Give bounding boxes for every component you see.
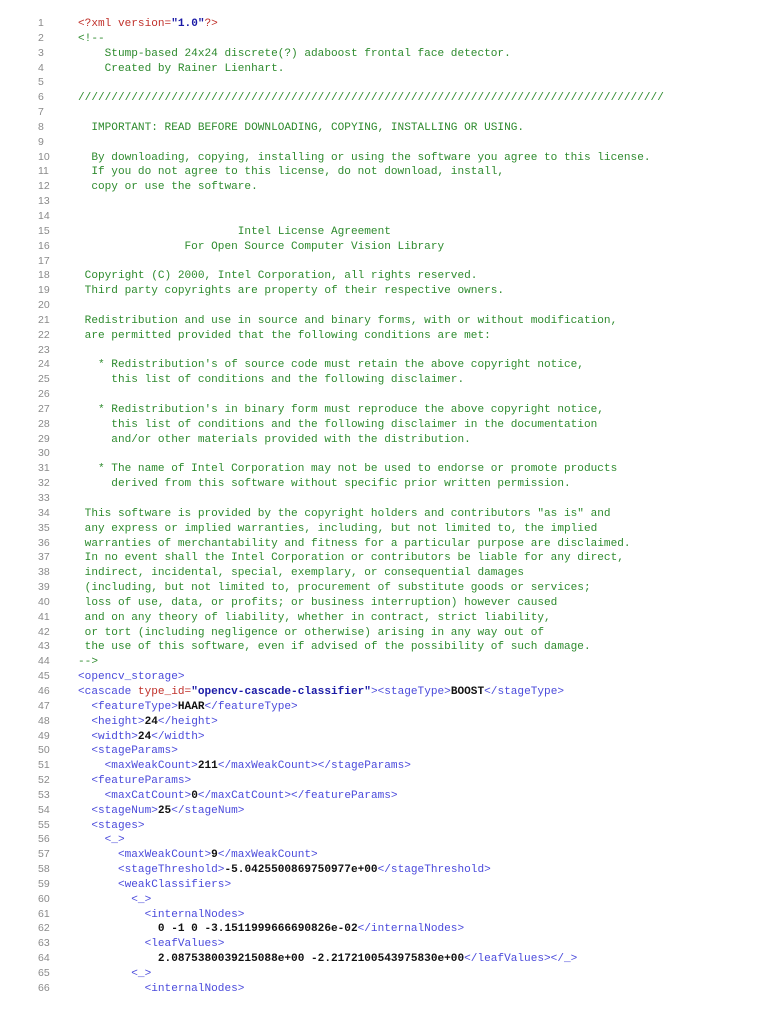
- line-text: [55, 151, 651, 166]
- line-number: 33: [38, 492, 50, 504]
- comment-text: this list of conditions and the following disclaimer in the documentation: [78, 418, 598, 431]
- line-number: 16: [38, 239, 50, 252]
- line-text: [55, 952, 577, 967]
- line-text: [55, 596, 557, 611]
- line-text: [55, 789, 398, 804]
- line-text: [55, 863, 491, 878]
- comment-text: Third party copyrights are property of their respective owners.: [78, 285, 505, 298]
- line-number: 17: [38, 254, 50, 267]
- comment-text: are permitted provided that the following conditions are met:: [78, 329, 491, 342]
- line-text: [55, 730, 205, 745]
- xml-tag: <internalNodes>: [78, 908, 245, 921]
- xml-tag: </stageThreshold>: [377, 864, 491, 877]
- code-line: [0, 372, 768, 387]
- code-line: [0, 536, 768, 551]
- attribute-value: "opencv-cascade-classifier": [191, 685, 371, 698]
- line-number: 38: [38, 566, 50, 579]
- code-line: [0, 135, 768, 150]
- comment-text: derived from this software without specific prior written permission.: [78, 478, 571, 491]
- line-number: 47: [38, 699, 50, 712]
- xml-tag: </stageType>: [484, 685, 565, 698]
- code-line: [0, 298, 768, 313]
- line-number: 43: [38, 640, 50, 653]
- line-number: 66: [38, 981, 50, 994]
- line-number: 59: [38, 877, 50, 890]
- xml-tag: <featureType>: [78, 700, 178, 713]
- line-text: [55, 62, 284, 77]
- code-area[interactable]: [0, 16, 768, 996]
- line-text: [55, 314, 617, 329]
- code-line: [0, 164, 768, 179]
- code-line: [0, 654, 768, 669]
- line-text: [55, 47, 511, 62]
- line-text: [55, 269, 477, 284]
- line-text: [55, 522, 597, 537]
- line-number: 40: [38, 595, 50, 608]
- line-number: 30: [38, 447, 50, 460]
- line-text: [55, 121, 524, 136]
- line-number: 3: [38, 46, 44, 59]
- xml-tag: <opencv_storage>: [78, 671, 185, 684]
- element-value: 25: [157, 804, 172, 817]
- code-line: [0, 966, 768, 981]
- line-text: [55, 91, 664, 106]
- line-text: [55, 937, 224, 952]
- element-value: 211: [197, 760, 218, 773]
- line-text: [55, 566, 524, 581]
- code-line: [0, 610, 768, 625]
- code-line: [0, 446, 768, 461]
- line-text: [55, 804, 244, 819]
- code-line: [0, 105, 768, 120]
- code-line: [0, 150, 768, 165]
- line-text: [55, 581, 591, 596]
- line-number: 29: [38, 432, 50, 445]
- code-line: [0, 595, 768, 610]
- code-line: [0, 194, 768, 209]
- code-line: [0, 921, 768, 936]
- comment-text: Intel License Agreement: [78, 225, 391, 238]
- comment-text: -->: [78, 656, 98, 669]
- xml-tag: <height>: [78, 715, 145, 728]
- code-line: [0, 936, 768, 951]
- code-line: [0, 31, 768, 46]
- line-number: 9: [38, 135, 44, 148]
- line-text: [55, 922, 464, 937]
- attribute-name: type_id=: [137, 685, 192, 698]
- xml-tag: <stageNum>: [78, 804, 158, 817]
- comment-text: * The name of Intel Corporation may not be used to endorse or promote products: [78, 463, 618, 476]
- line-text: [55, 759, 411, 774]
- line-text: [55, 17, 218, 32]
- line-text: [55, 611, 551, 626]
- line-number: 28: [38, 417, 50, 430]
- code-line: [0, 239, 768, 254]
- code-line: [0, 491, 768, 506]
- line-number: 23: [38, 343, 50, 356]
- line-text: [55, 640, 591, 655]
- code-line: [0, 476, 768, 491]
- line-number: 39: [38, 581, 50, 594]
- line-text: [55, 358, 584, 373]
- line-number: 54: [38, 803, 50, 816]
- xml-tag: </maxWeakCount>: [217, 849, 318, 862]
- code-line: [0, 699, 768, 714]
- line-text: [55, 477, 571, 492]
- line-number: 31: [38, 462, 50, 475]
- code-line: [0, 343, 768, 358]
- code-line: [0, 847, 768, 862]
- code-line: [0, 669, 768, 684]
- line-number: 18: [38, 269, 50, 282]
- line-number: 26: [38, 388, 50, 401]
- code-line: [0, 432, 768, 447]
- line-text: [55, 878, 231, 893]
- xml-tag: </width>: [151, 730, 205, 743]
- line-number: 32: [38, 477, 50, 490]
- line-number: 25: [38, 373, 50, 386]
- line-number: 63: [38, 937, 50, 950]
- xml-tag: <maxWeakCount>: [78, 849, 212, 862]
- element-value: BOOST: [450, 685, 485, 698]
- code-line: [0, 788, 768, 803]
- comment-text: this list of conditions and the following disclaimer.: [78, 374, 465, 387]
- element-value: 2.0875380039215088e+00 -2.2172100543975830e+00: [78, 953, 465, 966]
- code-line: [0, 803, 768, 818]
- line-number: 57: [38, 848, 50, 861]
- code-line: [0, 254, 768, 269]
- comment-text: and on any theory of liability, whether in contract, strict liability,: [78, 611, 551, 624]
- line-text: [55, 833, 125, 848]
- xml-tag: <_>: [78, 968, 152, 980]
- code-line: [0, 283, 768, 298]
- line-text: [55, 329, 491, 344]
- line-number: 24: [38, 358, 50, 371]
- line-text: [55, 373, 464, 388]
- line-text: [55, 551, 624, 566]
- xml-declaration-value: "1.0": [171, 18, 205, 30]
- line-number: 35: [38, 521, 50, 534]
- line-number: 60: [38, 892, 50, 905]
- line-number: 8: [38, 120, 44, 133]
- code-line: [0, 907, 768, 922]
- line-text: [55, 982, 244, 997]
- line-text: [55, 626, 544, 641]
- xml-tag: </stageNum>: [171, 804, 245, 817]
- comment-text: Stump-based 24x24 discrete(?) adaboost frontal face detector.: [78, 47, 511, 60]
- comment-text: For Open Source Computer Vision Library: [78, 240, 445, 253]
- line-number: 45: [38, 670, 50, 683]
- xml-tag: </internalNodes>: [357, 923, 465, 936]
- code-line: [0, 625, 768, 640]
- line-number: 53: [38, 788, 50, 801]
- line-number: 55: [38, 818, 50, 831]
- comment-text: IMPORTANT: READ BEFORE DOWNLOADING, COPYING, INSTALLING OR USING.: [78, 121, 525, 134]
- comment-text: * Redistribution's of source code must retain the above copyright notice,: [78, 359, 584, 372]
- line-text: [55, 225, 391, 240]
- comment-text: the use of this software, even if advised of the possibility of such damage.: [78, 641, 591, 654]
- code-line: [0, 892, 768, 907]
- comment-text: * Redistribution's in binary form must reproduce the above copyright notice,: [78, 403, 604, 416]
- code-line: [0, 818, 768, 833]
- line-number: 2: [38, 31, 44, 44]
- code-line: [0, 832, 768, 847]
- line-number: 65: [38, 967, 50, 979]
- line-number: 1: [38, 17, 44, 29]
- code-line: [0, 46, 768, 61]
- xml-declaration: <?xml: [78, 18, 118, 30]
- code-line: [0, 773, 768, 788]
- xml-tag: <maxCatCount>: [78, 789, 192, 802]
- line-text: [55, 967, 151, 982]
- code-line: [0, 328, 768, 343]
- line-number: 49: [38, 729, 50, 742]
- code-line: [0, 209, 768, 224]
- element-value: 0: [191, 789, 198, 802]
- xml-tag: <stages>: [78, 819, 145, 832]
- line-text: [55, 848, 318, 863]
- line-number: 41: [38, 610, 50, 623]
- comment-text: Created by Rainer Lienhart.: [78, 62, 285, 75]
- code-line: [0, 357, 768, 372]
- code-line: [0, 506, 768, 521]
- code-line: [0, 729, 768, 744]
- line-text: [55, 819, 145, 834]
- comment-text: By downloading, copying, installing or using the software you agree to this license.: [78, 151, 651, 164]
- comment-text: In no event shall the Intel Corporation or contributors be liable for any direct,: [78, 552, 624, 565]
- element-value: 9: [211, 849, 218, 862]
- line-number: 19: [38, 284, 50, 297]
- line-number: 58: [38, 863, 50, 876]
- comment-text: This software is provided by the copyright holders and contributors "as is" and: [78, 507, 611, 520]
- xml-declaration: ?>: [204, 18, 218, 30]
- code-line: [0, 313, 768, 328]
- code-line: [0, 743, 768, 758]
- line-number: 51: [38, 759, 50, 772]
- xml-tag: </maxCatCount></featureParams>: [197, 789, 398, 802]
- code-line: [0, 402, 768, 417]
- code-line: [0, 550, 768, 565]
- code-line: [0, 580, 768, 595]
- line-text: [55, 240, 444, 255]
- line-number: 61: [38, 907, 50, 920]
- line-text: [55, 908, 244, 923]
- line-text: [55, 700, 298, 715]
- line-number: 48: [38, 714, 50, 727]
- line-number: 5: [38, 76, 44, 89]
- line-text: [55, 433, 471, 448]
- line-number: 6: [38, 91, 44, 104]
- line-text: [55, 507, 611, 522]
- line-number: 21: [38, 313, 50, 326]
- xml-tag: <_>: [78, 834, 125, 847]
- code-line: [0, 224, 768, 239]
- xml-tag: </leafValues></_>: [464, 953, 578, 966]
- line-text: [55, 670, 185, 685]
- line-number: 52: [38, 774, 50, 787]
- code-line: [0, 639, 768, 654]
- comment-text: copy or use the software.: [78, 181, 258, 194]
- line-number: 14: [38, 209, 50, 222]
- comment-text: and/or other materials provided with the distribution.: [78, 433, 471, 446]
- element-value: 24: [137, 730, 152, 743]
- element-value: HAAR: [177, 700, 205, 713]
- line-text: [55, 180, 258, 195]
- line-text: [55, 893, 151, 908]
- xml-tag: <width>: [78, 730, 138, 743]
- line-number: 7: [38, 106, 44, 119]
- code-line: [0, 75, 768, 90]
- line-text: [55, 403, 604, 418]
- line-number: 42: [38, 625, 50, 638]
- element-value: -5.0425500869750977e+00: [224, 864, 378, 877]
- line-number: 46: [38, 684, 50, 697]
- comment-text: Redistribution and use in source and binary forms, with or without modification,: [78, 314, 618, 327]
- code-line: [0, 179, 768, 194]
- code-line: [0, 758, 768, 773]
- code-line: [0, 417, 768, 432]
- line-number: 11: [38, 165, 49, 178]
- line-number: 22: [38, 328, 50, 341]
- line-text: [55, 165, 504, 180]
- xml-tag: <leafValues>: [78, 938, 225, 951]
- code-line: [0, 877, 768, 892]
- code-line: [0, 565, 768, 580]
- xml-tag: <_>: [78, 893, 152, 906]
- xml-tag: <weakClassifiers>: [78, 878, 232, 891]
- line-number: 44: [38, 655, 50, 668]
- comment-text: indirect, incidental, special, exemplary, or consequential damages: [78, 567, 525, 580]
- line-number: 10: [38, 150, 50, 163]
- comment-text: ////////////////////////////////////////////////////////////////////////////////////////: [78, 92, 664, 105]
- code-line: [0, 981, 768, 996]
- line-number: 15: [38, 224, 50, 237]
- element-value: 0 -1 0 -3.1511999666690826e-02: [78, 923, 358, 936]
- code-line: [0, 61, 768, 76]
- line-text: [55, 462, 617, 477]
- comment-text: or tort (including negligence or otherwise) arising in any way out of: [78, 626, 545, 639]
- line-number: 37: [38, 551, 50, 564]
- line-number: 12: [38, 180, 50, 193]
- xml-tag: <cascade: [78, 685, 138, 698]
- comment-text: warranties of merchantability and fitness for a particular purpose are disclaimed.: [78, 537, 631, 550]
- line-text: [55, 774, 191, 789]
- line-number: 4: [38, 61, 44, 74]
- code-line: [0, 951, 768, 966]
- line-number: 62: [38, 922, 50, 935]
- xml-declaration-attribute: version=: [117, 18, 172, 30]
- code-line: [0, 120, 768, 135]
- xml-tag: </height>: [157, 715, 218, 728]
- line-number: 34: [38, 506, 50, 519]
- line-number: 20: [38, 299, 50, 312]
- line-number: 64: [38, 952, 50, 965]
- line-text: [55, 685, 564, 700]
- element-value: 24: [144, 715, 158, 728]
- line-number: 13: [38, 195, 50, 208]
- xml-tag: <maxWeakCount>: [78, 760, 198, 773]
- comment-text: loss of use, data, or profits; or business interruption) however caused: [78, 596, 558, 609]
- line-number: 50: [38, 744, 50, 757]
- line-number: 36: [38, 536, 50, 549]
- comment-text: <!--: [78, 32, 105, 45]
- xml-tag: </featureType>: [204, 700, 298, 713]
- xml-tag: <internalNodes>: [78, 982, 245, 995]
- xml-tag: </maxWeakCount></stageParams>: [217, 760, 411, 773]
- comment-text: If you do not agree to this license, do not download, install,: [78, 166, 505, 179]
- line-text: [55, 284, 504, 299]
- xml-tag: ><stageType>: [370, 685, 451, 698]
- line-text: [55, 715, 218, 730]
- code-line: [0, 268, 768, 283]
- line-text: [55, 418, 597, 433]
- comment-text: Copyright (C) 2000, Intel Corporation, all rights reserved.: [78, 270, 478, 283]
- xml-tag: <stageThreshold>: [78, 864, 225, 877]
- code-line: [0, 521, 768, 536]
- code-line: [0, 714, 768, 729]
- line-text: [55, 744, 178, 759]
- line-number: 27: [38, 402, 50, 415]
- code-line: [0, 461, 768, 476]
- comment-text: (including, but not limited to, procurement of substitute goods or services;: [78, 582, 591, 595]
- xml-tag: <featureParams>: [78, 775, 192, 788]
- line-text: [55, 32, 105, 47]
- line-text: [55, 537, 631, 552]
- code-line: [0, 387, 768, 402]
- xml-tag: <stageParams>: [78, 745, 178, 758]
- line-text: [55, 655, 98, 670]
- code-line: [0, 862, 768, 877]
- line-number: 56: [38, 833, 50, 846]
- comment-text: any express or implied warranties, including, but not limited to, the implied: [78, 522, 598, 535]
- code-line: [0, 684, 768, 699]
- code-line: [0, 16, 768, 31]
- code-line: [0, 90, 768, 105]
